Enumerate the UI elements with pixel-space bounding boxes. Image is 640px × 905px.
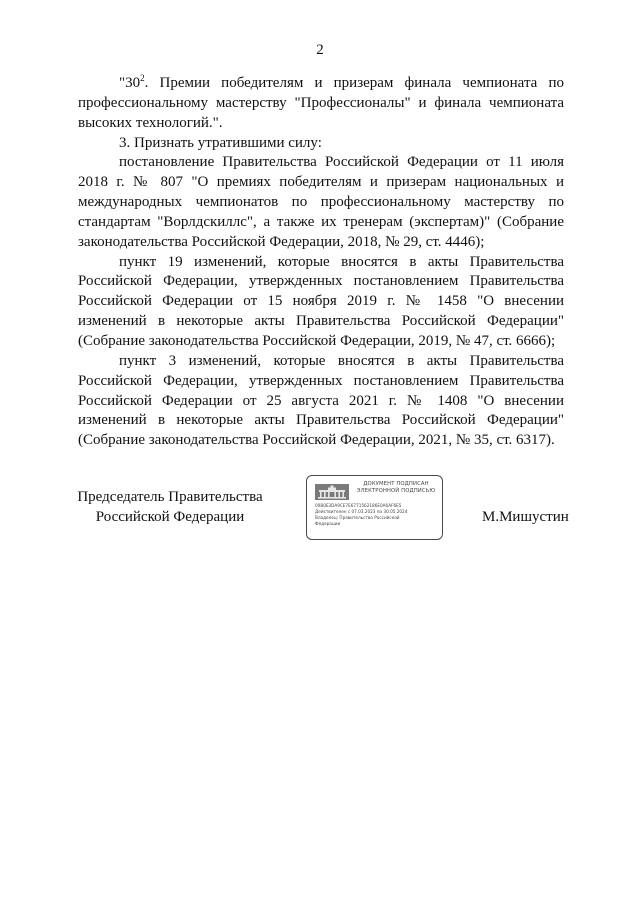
stamp-certificate-number: 00B0E3DA9CE7E6771562186E0A6AF6E5 xyxy=(315,503,402,508)
paragraph-repealed-act-1: постановление Правительства Российской Федерации от 11 июля 2018 г. № 807 "О премиях победителям и призерам национальных и международных чемпионатов по профессиональному мастерству по стандартам "Ворлдскиллс", а также их тренерам (экспертам)" (Собрание законодательства Российской Федерации, 2018, № 29, ст. 4446); xyxy=(78,154,564,250)
item-number-lead: "30 xyxy=(119,75,141,91)
stamp-validity: Действителен с 07.03.2023 по 30.05.2024 xyxy=(315,508,408,514)
paragraph-repealed-act-3: пункт 3 изменений, которые вносятся в акты Правительства Российской Федерации, утвержденных постановлением Правительства Российской Федерации от 25 августа 2021 г. № 1408 "О внесении изменений в некоторые акты Правительства Российской Федерации" (Собрание законодательства Российской Федерации, 2021, № 35, ст. 6317). xyxy=(78,352,564,449)
item-number-superscript: 2 xyxy=(140,73,145,83)
paragraph-repealed-act-2: пункт 19 изменений, которые вносятся в акты Правительства Российской Федерации, утвержденных постановлением Правительства Российской Федерации от 15 ноября 2019 г. № 1458 "О внесении изменений в некоторые акты Правительства Российской Федерации" (Собрание законодательства Российской Федерации, 2019, № 47, ст. 6666); xyxy=(78,253,564,349)
document-body xyxy=(78,74,564,451)
paragraph-item-30-2 xyxy=(78,74,564,134)
stamp-details xyxy=(315,503,441,527)
electronic-signature-stamp xyxy=(306,475,443,540)
paragraph-repeal-heading: 3. Признать утратившими силу: xyxy=(119,134,322,151)
stamp-owner-line-2: Федерации xyxy=(315,520,341,526)
stamp-header-line-2: ЭЛЕКТРОННОЙ ПОДПИСЬЮ xyxy=(356,488,436,494)
signer-title-line-1: Председатель Правительства xyxy=(77,489,263,505)
page-number: 2 xyxy=(316,42,324,58)
stamp-owner-line-1: Владелец: Правительство Российской xyxy=(315,514,400,520)
stamp-header xyxy=(351,481,441,495)
signer-name: М.Мишустин xyxy=(482,509,569,525)
government-building-emblem-icon xyxy=(315,484,349,500)
stamp-header-line-1: ДОКУМЕНТ ПОДПИСАН xyxy=(363,481,429,487)
paragraph-text: . Премии победителям и призерам финала чемпионата по профессиональному мастерству "Профессионалы" и финала чемпионата высоких технологий.". xyxy=(78,75,564,131)
signer-title xyxy=(70,487,270,527)
signer-title-line-2: Российской Федерации xyxy=(95,509,245,525)
